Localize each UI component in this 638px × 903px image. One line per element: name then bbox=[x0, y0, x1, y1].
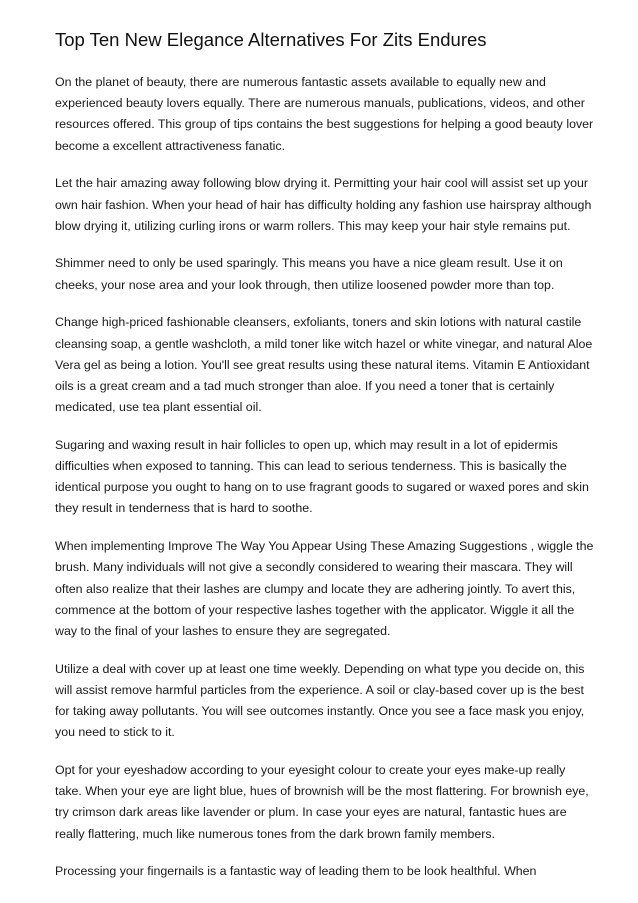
paragraph-6: When implementing Improve The Way You Appear Using These Amazing Suggestions , wiggle the brush. Many individuals will not give a secondly considered to wearing their mascara. They will often also realize that their lashes are clumpy and locate they are adhering jointly. To avert this, commence at the bottom of your respective lashes together with the applicator. Wiggle it all the way to the final of your lashes to ensure they are segregated. bbox=[55, 539, 594, 638]
paragraph-2: Let the hair amazing away following blow drying it. Permitting your hair cool will assist set up your own hair fashion. When your head of hair has difficulty holding any fashion use hairspray although blow drying it, utilizing curling irons or warm rollers. This may keep your hair style remains put. bbox=[55, 176, 592, 233]
paragraph-1: On the planet of beauty, there are numerous fantastic assets available to equally new and experienced beauty lovers equally. There are numerous manuals, publications, videos, and other resources offered. This group of tips contains the best suggestions for helping a good beauty lover become a excellent attractiveness fanatic. bbox=[55, 75, 594, 153]
paragraph-4: Change high-priced fashionable cleansers, exfoliants, toners and skin lotions with natural castile cleansing soap, a gentle washcloth, a mild toner like witch hazel or white vinegar, and natural Aloe Vera gel as being a lotion. You'll see great results using these natural items. Vitamin E Antioxidant oils is a great cream and a tad much stronger than aloe. If you need a toner that is certainly medicated, use tea plant essential oil. bbox=[55, 315, 593, 415]
document-page bbox=[55, 28, 595, 899]
paragraph-9: Processing your fingernails is a fantastic way of leading them to be look healthful. When bbox=[55, 864, 537, 879]
document-title: Top Ten New Elegance Alternatives For Zits Endures bbox=[55, 29, 487, 50]
paragraph-7: Utilize a deal with cover up at least one time weekly. Depending on what type you decide on, this will assist remove harmful particles from the experience. A soil or clay-based cover up is the best for taking away pollutants. You will see outcomes instantly. Once you see a face mask you enjoy, you need to stick to it. bbox=[55, 661, 585, 740]
paragraph-3: Shimmer need to only be used sparingly. This means you have a nice gleam result. Use it on cheeks, your nose area and your look through, then utilize loosened powder more than top. bbox=[55, 256, 563, 292]
paragraph-5: Sugaring and waxing result in hair follicles to open up, which may result in a lot of epidermis difficulties when exposed to tanning. This can lead to serious tenderness. This is basically the identical purpose you ought to hang on to use fragrant goods to sugared or waxed pores and skin they result in tenderness that is hard to soothe. bbox=[55, 437, 589, 516]
paragraph-8: Opt for your eyeshadow according to your eyesight colour to create your eyes make-up really take. When your eye are light blue, hues of brownish will be the most flattering. For brownish eye, try crimson dark areas like lavender or plum. In case your eyes are natural, fantastic hues are really flattering, much like numerous tones from the dark brown family members. bbox=[55, 762, 589, 841]
